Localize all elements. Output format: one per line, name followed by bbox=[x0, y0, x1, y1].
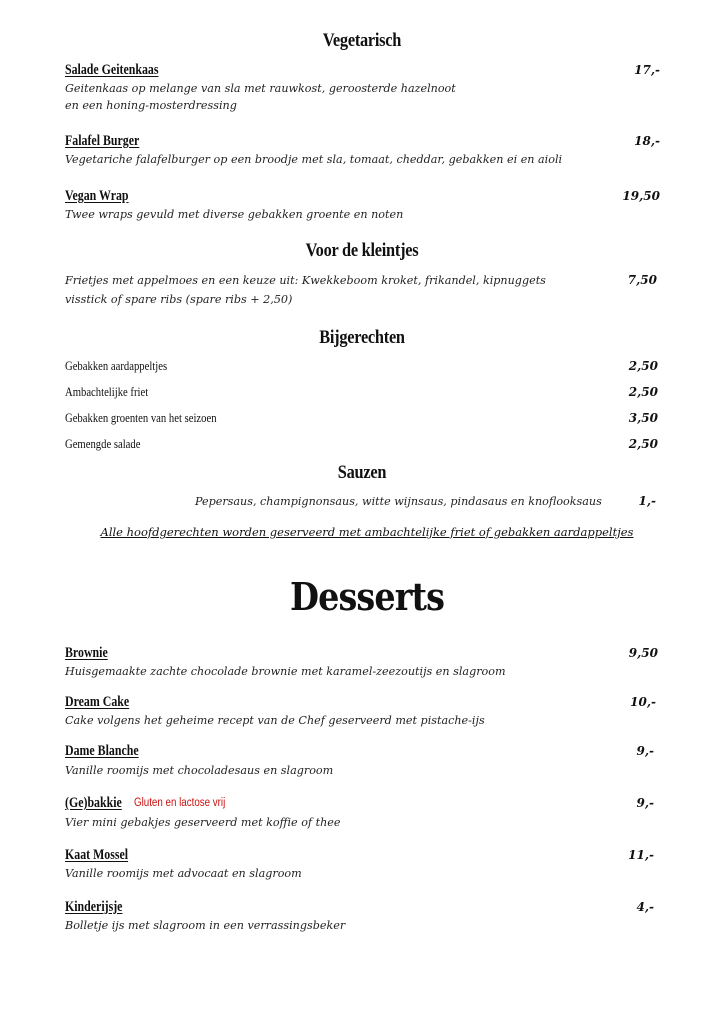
kids-description: visstick of spare ribs (spare ribs + 2,50) bbox=[65, 292, 293, 306]
sauces-price: 1,- bbox=[638, 494, 656, 508]
item-price: 19,50 bbox=[622, 189, 660, 203]
dessert-description: Bolletje ijs met slagroom in een verrassingsbeker bbox=[65, 918, 346, 932]
dessert-price: 9,50 bbox=[628, 646, 658, 660]
dietary-tag: Gluten en lactose vrij bbox=[134, 797, 226, 809]
side-item-name: Gebakken aardappeltjes bbox=[65, 358, 168, 373]
dessert-name-dream-cake: Dream Cake bbox=[65, 694, 130, 710]
section-title-sauzen: Sauzen bbox=[337, 462, 387, 483]
dessert-description: Huisgemaakte zachte chocolade brownie met karamel-zeezoutijs en slagroom bbox=[65, 664, 506, 678]
dessert-description: Cake volgens het geheime recept van de Chef geserveerd met pistache-ijs bbox=[65, 713, 485, 727]
item-description: en een honing-mosterdressing bbox=[65, 98, 237, 112]
item-price: 17,- bbox=[634, 63, 660, 77]
dessert-name-gebakkie: (Ge)bakkie bbox=[65, 795, 122, 811]
kids-description: Frietjes met appelmoes en een keuze uit: Kwekkeboom kroket, frikandel, kipnuggets bbox=[65, 273, 546, 287]
dessert-price: 9,- bbox=[636, 796, 654, 810]
dessert-description: Vanille roomijs met chocoladesaus en slagroom bbox=[65, 763, 334, 777]
item-price: 18,- bbox=[634, 134, 660, 148]
dessert-price: 10,- bbox=[630, 695, 656, 709]
dessert-name-brownie: Brownie bbox=[65, 645, 108, 661]
main-course-note: Alle hoofdgerechten worden geserveerd met ambachtelijke friet of gebakken aardappeltjes bbox=[100, 525, 634, 539]
section-title-bijgerechten: Bijgerechten bbox=[319, 327, 405, 348]
item-description: Geitenkaas op melange van sla met rauwkost, geroosterde hazelnoot bbox=[65, 81, 456, 95]
section-title-kleintjes: Voor de kleintjes bbox=[305, 240, 419, 261]
item-description: Twee wraps gevuld met diverse gebakken groente en noten bbox=[65, 207, 404, 221]
side-item-price: 2,50 bbox=[628, 437, 658, 451]
kids-price: 7,50 bbox=[627, 273, 657, 287]
item-description: Vegetariche falafelburger op een broodje met sla, tomaat, cheddar, gebakken ei en aioli bbox=[65, 152, 563, 166]
side-item-price: 3,50 bbox=[628, 411, 658, 425]
item-name-salade-geitenkaas: Salade Geitenkaas bbox=[65, 62, 159, 78]
sauces-description: Pepersaus, champignonsaus, witte wijnsaus, pindasaus en knoflooksaus bbox=[195, 494, 602, 508]
dessert-name-dame-blanche: Dame Blanche bbox=[65, 743, 139, 759]
item-name-vegan-wrap: Vegan Wrap bbox=[65, 188, 129, 204]
dessert-price: 4,- bbox=[636, 900, 654, 914]
section-title-vegetarisch: Vegetarisch bbox=[322, 30, 402, 51]
side-item-price: 2,50 bbox=[628, 359, 658, 373]
side-item-name: Gemengde salade bbox=[65, 436, 141, 451]
side-item-price: 2,50 bbox=[628, 385, 658, 399]
dessert-description: Vanille roomijs met advocaat en slagroom bbox=[65, 866, 302, 880]
dessert-price: 9,- bbox=[636, 744, 654, 758]
side-item-name: Ambachtelijke friet bbox=[65, 384, 149, 399]
dessert-price: 11,- bbox=[628, 848, 654, 862]
side-item-name: Gebakken groenten van het seizoen bbox=[65, 410, 217, 425]
item-name-falafel-burger: Falafel Burger bbox=[65, 133, 140, 149]
dessert-name-kinderijsje: Kinderijsje bbox=[65, 899, 123, 915]
dessert-description: Vier mini gebakjes geserveerd met koffie of thee bbox=[65, 815, 341, 829]
section-title-desserts: Desserts bbox=[289, 574, 445, 619]
dessert-name-kaat-mossel: Kaat Mossel bbox=[65, 847, 129, 863]
